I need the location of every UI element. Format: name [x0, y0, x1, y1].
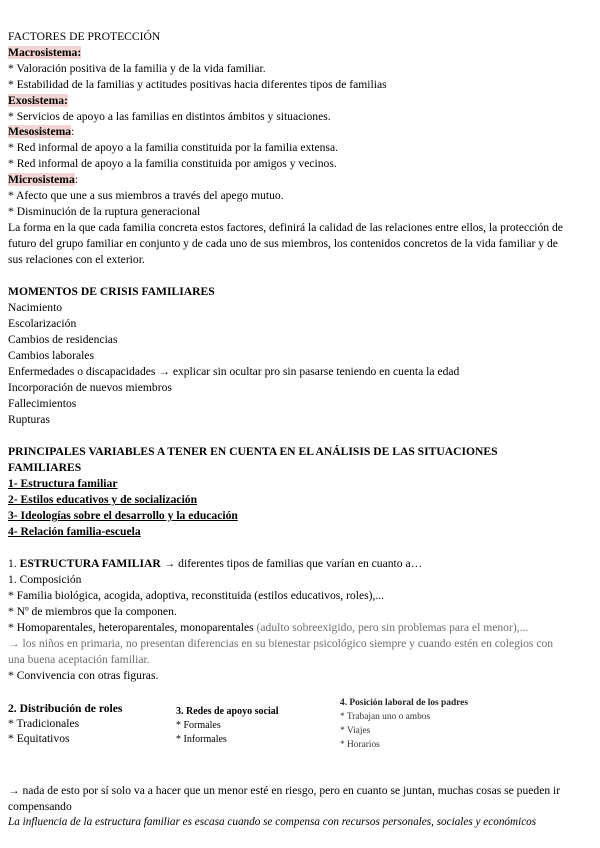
mesosistema-label: Mesosistema: [8, 125, 72, 138]
roles-column: [8, 701, 122, 746]
crisis-item: Escolarización: [8, 317, 77, 330]
homoparentales-line: [8, 620, 528, 635]
crisis-item: Nacimiento: [8, 301, 63, 314]
composicion-label: 1. Composición: [8, 573, 82, 586]
roles-item: * Tradicionales: [8, 717, 80, 730]
meso-item: * Red informal de apoyo a la familia constituida por la familia extensa.: [8, 141, 338, 154]
estructura-item: * Familia biológica, acogida, adoptiva, reconstituida (estilos educativos, roles),...: [8, 589, 385, 602]
crisis-item: Cambios laborales: [8, 349, 94, 362]
estructura-note-line: → los niños en primaria, no presentan diferencias en su bienestar psicológico siempre y cuando estén en colegios con: [8, 637, 554, 650]
estructura-note-line: una buena aceptación familiar.: [8, 653, 150, 666]
homoparentales-note: (adulto sobreexigido, pero sin problemas para el menor),...: [253, 621, 529, 634]
section-title-factores: FACTORES DE PROTECCIÓN: [8, 30, 161, 43]
crisis-item: Rupturas: [8, 413, 50, 426]
redes-title: 3. Redes de apoyo social: [176, 706, 279, 717]
meso-item: * Red informal de apoyo a la familia constituida por amigos y vecinos.: [8, 157, 337, 170]
section-title-variables: PRINCIPALES VARIABLES A TENER EN CUENTA EN EL ANÁLISIS DE LAS SITUACIONES: [8, 445, 498, 458]
paragraph-line: futuro del grupo familiar en conjunto y de cada uno de sus miembros, los contenidos concretos de la vida familiar y de: [8, 237, 558, 250]
exosistema-label: Exosistema:: [8, 94, 68, 107]
macrosistema-label-line: [8, 45, 81, 60]
estructura-title: ESTRUCTURA FAMILIAR: [19, 557, 161, 570]
crisis-item: Fallecimientos: [8, 397, 77, 410]
estructura-number: 1.: [8, 557, 20, 570]
posicion-item: * Horarios: [340, 740, 380, 750]
variable-item: 4- Relación familia-escuela: [8, 525, 141, 538]
micro-item: * Afecto que une a sus miembros a través del apego mutuo.: [8, 189, 284, 202]
estructura-title-rest: → diferentes tipos de familias que varían en cuanto a…: [160, 557, 423, 570]
macro-item: * Estabilidad de la familias y actitudes positivas hacia diferentes tipos de familias: [8, 78, 387, 91]
convivencia-item: * Convivencia con otras figuras.: [8, 669, 159, 682]
microsistema-label-line: [8, 172, 78, 187]
roles-title: 2. Distribución de roles: [8, 702, 123, 715]
estructura-heading: [8, 556, 422, 571]
posicion-item: * Trabajan uno o ambos: [340, 712, 431, 722]
exosistema-label-line: [8, 93, 68, 108]
microsistema-label: Microsistema: [8, 173, 75, 186]
crisis-item: Incorporación de nuevos miembros: [8, 381, 172, 394]
conclusion-line: → nada de esto por sí solo va a hacer que un menor esté en riesgo, pero en cuanto se juntan, muchas cosas se pueden ir: [8, 784, 561, 797]
macrosistema-label: Macrosistema:: [8, 46, 82, 59]
paragraph-line: sus relaciones con el exterior.: [8, 253, 145, 266]
micro-item: * Disminución de la ruptura generacional: [8, 205, 201, 218]
redes-column: [176, 705, 279, 747]
posicion-item: * Viajes: [340, 726, 371, 736]
macro-item: * Valoración positiva de la familia y de la vida familiar.: [8, 62, 266, 75]
conclusion-italic: La influencia de la estructura familiar es escasa cuando se compensa con recursos personales, sociales y económicos: [8, 816, 537, 828]
roles-item: * Equitativos: [8, 732, 70, 745]
section-title-crisis: MOMENTOS DE CRISIS FAMILIARES: [8, 285, 215, 298]
section-title-variables-cont: FAMILIARES: [8, 461, 82, 474]
conclusion-line: compensando: [8, 800, 72, 813]
posicion-title: 4. Posición laboral de los padres: [340, 698, 468, 708]
redes-item: * Informales: [176, 734, 227, 745]
estructura-item: * Nº de miembros que la componen.: [8, 605, 177, 618]
crisis-item: Cambios de residencias: [8, 333, 118, 346]
variable-item: 2- Estilos educativos y de socialización: [8, 493, 198, 506]
variable-item: 3- Ideologías sobre el desarrollo y la educación: [8, 509, 238, 522]
microsistema-colon: :: [74, 173, 78, 186]
crisis-item: Enfermedades o discapacidades → explicar sin ocultar pro sin pasarse teniendo en cuenta la edad: [8, 365, 460, 378]
variable-item: 1- Estructura familiar: [8, 477, 118, 490]
exo-item: * Servicios de apoyo a las familias en distintos ámbitos y situaciones.: [8, 110, 331, 123]
redes-item: * Formales: [176, 720, 221, 731]
mesosistema-colon: :: [71, 125, 75, 138]
mesosistema-label-line: [8, 124, 74, 139]
posicion-column: [340, 696, 468, 752]
paragraph-line: La forma en la que cada familia concreta estos factores, definirá la calidad de las relaciones entre ellos, la protección de: [8, 221, 563, 234]
homoparentales-text: * Homoparentales, heteroparentales, monoparentales: [8, 621, 254, 634]
